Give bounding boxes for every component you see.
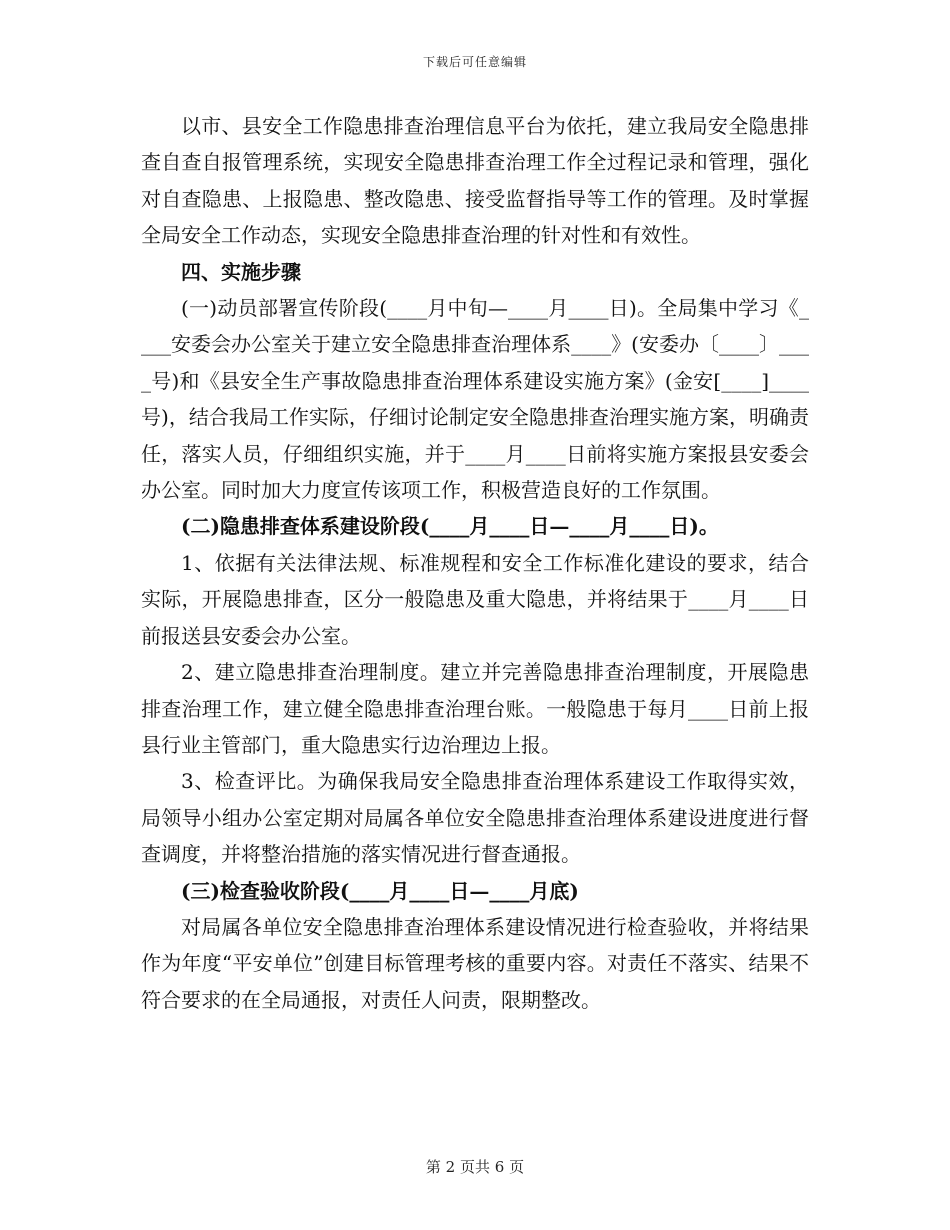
- section-heading-steps: 四、实施步骤: [181, 259, 301, 284]
- section-heading-stage-three: (三)检查验收阶段(____月____日—____月底): [181, 878, 579, 903]
- paragraph-acceptance: 对局属各单位安全隐患排查治理体系建设情况进行检查验收，并将结果作为年度“平安单位”创建目标管理考核的重要内容。对责任不落实、结果不符合要求的在全局通报，对责任人问责，限期整改。: [141, 914, 809, 1012]
- paragraph-item-3: 3、检查评比。为确保我局安全隐患排查治理体系建设工作取得实效，局领导小组办公室定期对局属各单位安全隐患排查治理体系建设进度进行督查调度，并将整治措施的落实情况进行督查通报。: [141, 769, 809, 867]
- paragraph-item-2: 2、建立隐患排查治理制度。建立并完善隐患排查治理制度，开展隐患排查治理工作，建立健全隐患排查治理台账。一般隐患于每月____日前上报县行业主管部门，重大隐患实行边治理边上报。: [141, 660, 809, 757]
- paragraph-platform: 以市、县安全工作隐患排查治理信息平台为依托，建立我局安全隐患排查自查自报管理系统，实现安全隐患排查治理工作全过程记录和管理，强化对自查隐患、上报隐患、整改隐患、接受监督指导等工作的管理。及时掌握全局安全工作动态，实现安全隐患排查治理的针对性和有效性。: [141, 114, 809, 248]
- page-header: 下载后可任意编辑: [422, 55, 527, 69]
- paragraph-stage-one: (一)动员部署宣传阶段(____月中旬—____月____日)。全局集中学习《____安委会办公室关于建立安全隐患排查治理体系____》(安委办〔____〕____号)和《县安全生产事故隐患排查治理体系建设实施方案》(金安[____]____号)，结合我局工作实际，仔细讨论制定安全隐患排查治理实施方案，明确责任，落实人员，仔细组织实施，并于____月____日前将实施方案报县安委会办公室。同时加大力度宣传该项工作，积极营造良好的工作氛围。: [141, 296, 809, 503]
- section-heading-stage-two: (二)隐患排查体系建设阶段(____月____日—____月____日)。: [181, 514, 719, 539]
- document-body: [141, 108, 809, 1018]
- page-number: 第 2 页共 6 页: [425, 1158, 525, 1176]
- paragraph-item-1: 1、依据有关法律法规、标准规程和安全工作标准化建设的要求，结合实际，开展隐患排查，区分一般隐患及重大隐患，并将结果于____月____日前报送县安委会办公室。: [141, 550, 809, 648]
